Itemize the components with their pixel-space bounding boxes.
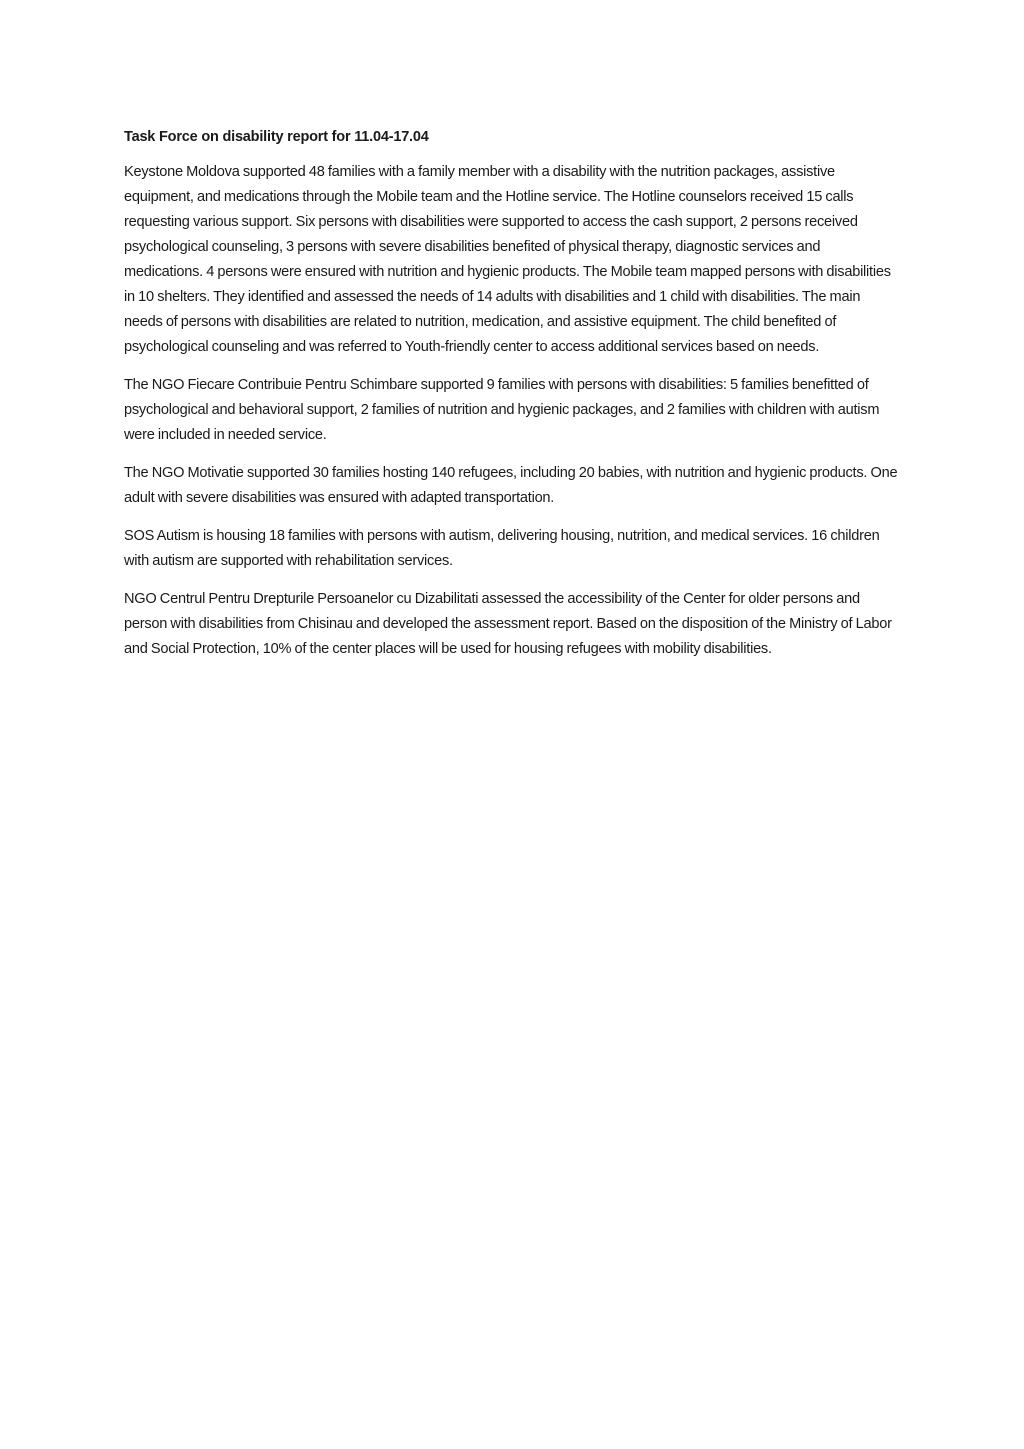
paragraph-motivatie: The NGO Motivatie supported 30 families hosting 140 refugees, including 20 babies, with nutrition and hygienic products. One adult with severe disabilities was ensured with adapted transportation. xyxy=(124,465,898,506)
paragraph-fiecare-contribuie: The NGO Fiecare Contribuie Pentru Schimbare supported 9 families with persons with disabilities: 5 families benefitted of psychological and behavioral support, 2 families of nutrition and hygienic packages, and 2 families with children with autism were included in needed service. xyxy=(124,377,880,443)
document-title: Task Force on disability report for 11.04-17.04 xyxy=(124,129,429,145)
document-page xyxy=(124,126,900,675)
paragraph-sos-autism: SOS Autism is housing 18 families with persons with autism, delivering housing, nutrition, and medical services. 16 children with autism are supported with rehabilitation services. xyxy=(124,528,880,569)
paragraph-centrul-drepturile: NGO Centrul Pentru Drepturile Persoanelor cu Dizabilitati assessed the accessibility of the Center for older persons and person with disabilities from Chisinau and developed the assessment report. Based on the disposition of the Ministry of Labor and Social Protection, 10% of the center places will be used for housing refugees with mobility disabilities. xyxy=(124,591,892,657)
paragraph-keystone-moldova: Keystone Moldova supported 48 families with a family member with a disability with the nutrition packages, assistive equipment, and medications through the Mobile team and the Hotline service. The Hotline counselors received 15 calls requesting various support. Six persons with disabilities were supported to access the cash support, 2 persons received psychological counseling, 3 persons with severe disabilities benefited of physical therapy, diagnostic services and medications. 4 persons were ensured with nutrition and hygienic products. The Mobile team mapped persons with disabilities in 10 shelters. They identified and assessed the needs of 14 adults with disabilities and 1 child with disabilities. The main needs of persons with disabilities are related to nutrition, medication, and assistive equipment. The child benefited of psychological counseling and was referred to Youth-friendly center to access additional services based on needs. xyxy=(124,164,891,355)
